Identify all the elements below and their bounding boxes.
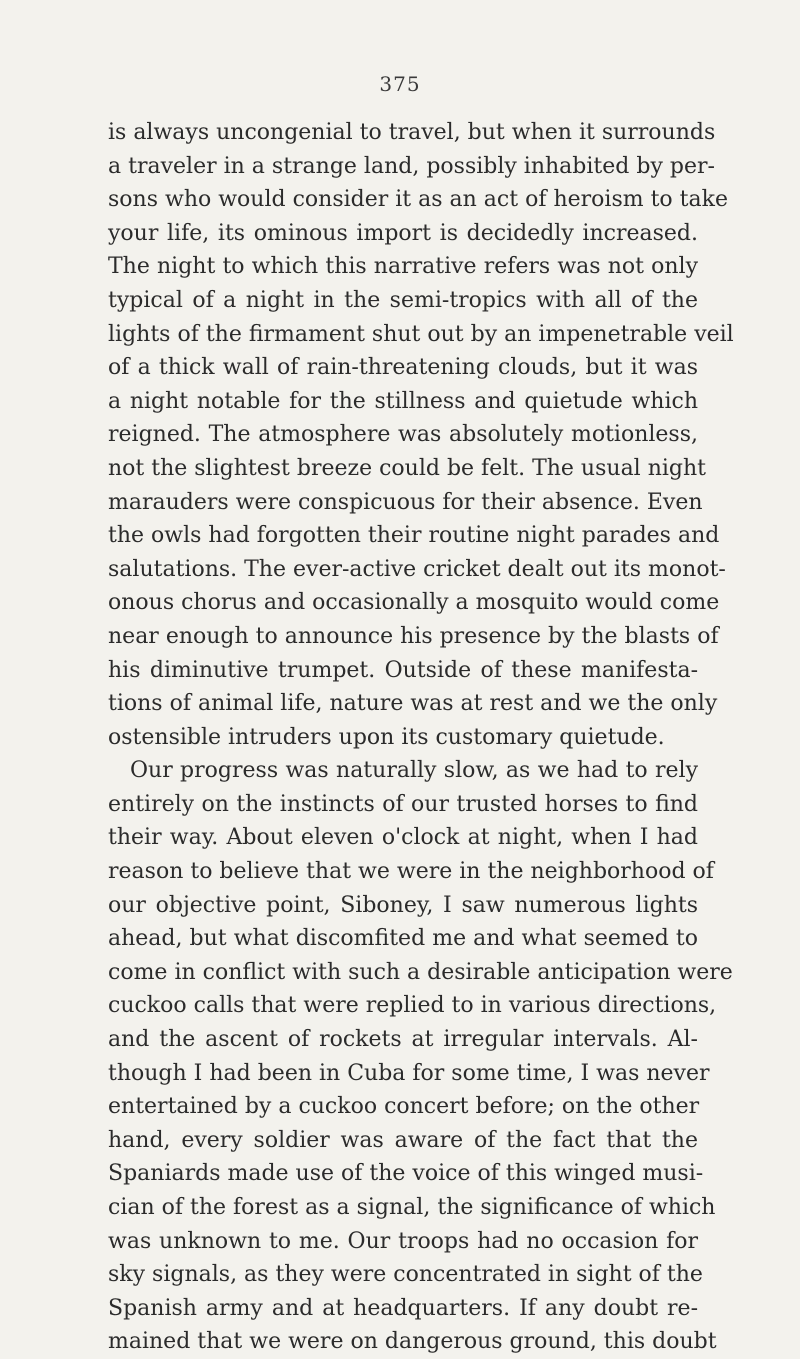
text-line: hand, every soldier was aware of the fact that the xyxy=(108,1127,698,1153)
text-line: entertained by a cuckoo concert before; on the other xyxy=(108,1094,700,1120)
text-line: his diminutive trumpet. Outside of these manifesta- xyxy=(108,657,698,683)
text-line: a traveler in a strange land, possibly inhabited by per- xyxy=(108,153,715,179)
text-line: tions of animal life, nature was at rest and we the only xyxy=(108,691,718,717)
text-line: the owls had forgotten their routine night parades and xyxy=(108,523,720,549)
text-line: sons who would consider it as an act of heroism to take xyxy=(108,187,728,213)
text-line: ostensible intruders upon its customary quietude. xyxy=(108,724,665,750)
text-line: marauders were conspicuous for their absence. Even xyxy=(108,489,703,515)
text-line: entirely on the instincts of our trusted horses to find xyxy=(108,791,698,817)
text-line: though I had been in Cuba for some time, I was never xyxy=(108,1060,710,1086)
text-line: mained that we were on dangerous ground, this doubt xyxy=(108,1329,717,1355)
text-line: is always uncongenial to travel, but when it surrounds xyxy=(108,120,716,145)
text-line: cuckoo calls that were replied to in various directions, xyxy=(108,993,717,1019)
text-line: salutations. The ever-active cricket dealt out its monot- xyxy=(108,556,726,582)
text-line: their way. About eleven o'clock at night, when I had xyxy=(108,825,698,851)
page-number: 375 xyxy=(379,72,421,96)
text-line: lights of the firmament shut out by an impenetrable veil xyxy=(108,321,734,347)
text-line: come in conflict with such a desirable anticipation were xyxy=(108,959,733,985)
text-line: onous chorus and occasionally a mosquito would come xyxy=(108,590,720,616)
text-line: not the slightest breeze could be felt. The usual night xyxy=(108,455,707,481)
text-line: ahead, but what discomfited me and what seemed to xyxy=(108,926,698,952)
text-line: our objective point, Siboney, I saw numerous lights xyxy=(108,892,698,918)
text-line: cian of the forest as a signal, the significance of which xyxy=(108,1195,716,1220)
text-line: was unknown to me. Our troops had no occasion for xyxy=(108,1228,698,1254)
text-line: reason to believe that we were in the neighborhood of xyxy=(108,859,714,885)
text-line: and the ascent of rockets at irregular intervals. Al- xyxy=(108,1027,698,1053)
text-line: your life, its ominous import is decidedly increased. xyxy=(108,220,698,246)
text-line: typical of a night in the semi-tropics with all of the xyxy=(108,287,698,313)
text-line: of a thick wall of rain-threatening clouds, but it was xyxy=(108,355,698,381)
text-line: The night to which this narrative refers was not only xyxy=(108,254,698,280)
text-line: a night notable for the stillness and quietude which xyxy=(108,388,698,414)
text-line: Our progress was naturally slow, as we had to rely xyxy=(130,758,698,784)
text-line: near enough to announce his presence by the blasts of xyxy=(108,623,719,649)
text-line: Spanish army and at headquarters. If any doubt re- xyxy=(108,1295,698,1321)
text-line: sky signals, as they were concentrated in sight of the xyxy=(108,1262,703,1288)
text-line: reigned. The atmosphere was absolutely motionless, xyxy=(108,422,698,448)
text-line: Spaniards made use of the voice of this winged musi- xyxy=(108,1161,704,1187)
body-text xyxy=(108,116,734,1359)
